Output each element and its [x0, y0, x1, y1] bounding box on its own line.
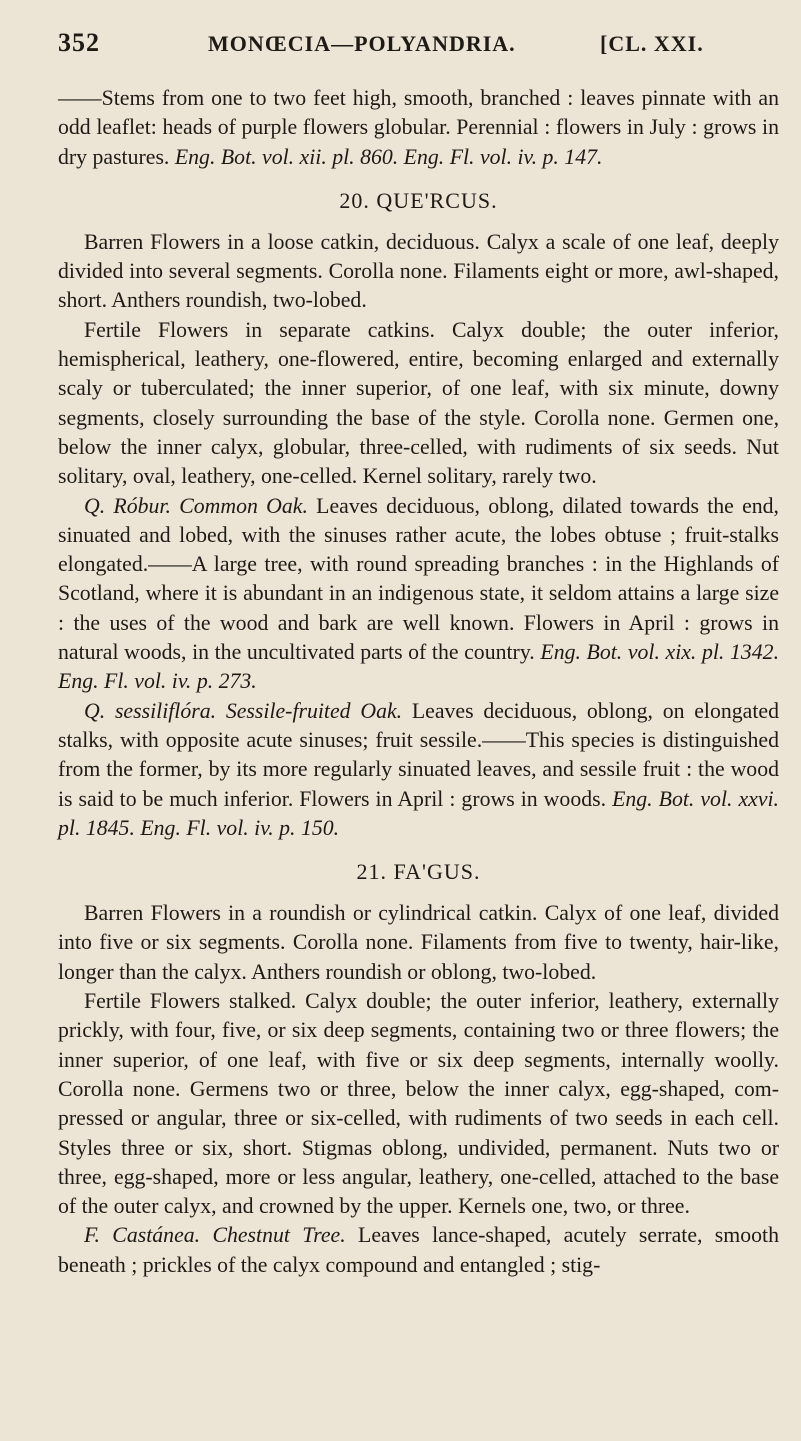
fertile-calyx: Calyx double; the outer inferior, leathery, externally prickly, with four, five, or six deep segments, containing two or three flowers; the inner superior, of one leaf, with five or six deep segments, internally woolly. — [58, 989, 780, 1072]
barren-label: Barren Flowers in a roundish or cylindrical catkin. — [84, 901, 538, 926]
page-header — [58, 28, 779, 84]
fagus-barren-flowers — [58, 899, 779, 987]
quercus-fertile-flowers — [58, 316, 779, 492]
genus-heading-quercus: 20. QUE'RCUS. — [339, 187, 498, 213]
species-name: Q. sessiliflóra. — [84, 698, 217, 723]
fertile-styles: Styles three or six, short. — [58, 1135, 293, 1160]
species-description: Leaves deciduous, oblong, dilated towards the end, sinuated and lobed, with the sinuses rather acute, the lobes obtuse ; fruit-stalks elongated.——A large tree, with round spreading branches : in the Highlands of Scotland, where it is abundant in an indigenous state, it seldom attains a large size : the uses of the wood and bark are well known. Flowers in April : grows in natural woods, in the uncultivated parts of the country. — [58, 493, 779, 665]
section-reference: [CL. XXI. — [600, 31, 704, 56]
intro-reference: Eng. Bot. vol. xii. pl. 860. Eng. Fl. vol. iv. p. 147. — [174, 144, 603, 169]
species-common-name: Common Oak. — [179, 493, 308, 518]
barren-corolla: Corolla none. — [328, 259, 448, 284]
fertile-nuts: Nuts two or three, egg-shaped, more or less angular, leathery, one-celled, attached to the base of the outer calyx, and crowned by the upper. — [58, 1135, 780, 1219]
fertile-germen: Germen one, below the inner calyx, globular, three-celled, with rudiments of six seeds. — [58, 405, 780, 459]
fertile-kernel: Kernel solitary, rarely two. — [362, 464, 597, 489]
species-common-name: Chestnut Tree. — [212, 1223, 346, 1248]
fertile-germens: Germens two or three, below the inner calyx, egg-shaped, com-pressed or angular, three or six-celled, with rudiments of two seeds in each cell. — [58, 1076, 779, 1131]
fertile-label: Fertile Flowers stalked. — [84, 989, 297, 1014]
species-reference: Eng. Bot. vol. xix. pl. 1342. Eng. Fl. vol. iv. p. 273. — [58, 640, 780, 694]
barren-anthers: Anthers roundish, two-lobed. — [111, 288, 367, 313]
barren-corolla: Corolla none. — [292, 930, 414, 955]
barren-filaments: Filaments eight or more, awl-shaped, short. — [58, 259, 779, 313]
fagus-fertile-flowers — [58, 987, 779, 1221]
species-fagus-castanea — [58, 1221, 779, 1280]
species-common-name: Sessile-fruited Oak. — [225, 698, 403, 723]
species-description: Leaves lance-shaped, acutely serrate, smooth beneath ; prickles of the calyx compound and entangled ; stig- — [58, 1223, 779, 1277]
page-number: 352 — [58, 28, 100, 57]
fertile-kernels: Kernels one, two, or three. — [458, 1194, 690, 1219]
fertile-calyx: Calyx double; the outer inferior, hemispherical, leathery, one-flowered, entire, becoming enlarged and externally scaly or tuberculated; the inner superior, of one leaf, with six minute, downy segments, closely surrounding the base of the style. — [58, 317, 779, 430]
fertile-stigmas: Stigmas oblong, undivided, permanent. — [301, 1135, 658, 1160]
running-title: MONŒCIA—POLYANDRIA. — [208, 31, 516, 56]
barren-anthers: Anthers roundish or oblong, two-lobed. — [251, 959, 597, 984]
genus-heading-fagus: 21. FA'GUS. — [356, 859, 481, 885]
species-name: F. Castánea. — [84, 1223, 201, 1248]
intro-paragraph — [58, 84, 779, 172]
barren-label: Barren Flowers in a loose catkin, deciduous. — [84, 229, 480, 254]
quercus-barren-flowers — [58, 228, 779, 316]
barren-calyx: Calyx a scale of one leaf, deeply divided into several segments. — [58, 229, 780, 284]
species-reference: Eng. Bot. vol. xxvi. pl. 1845. Eng. Fl. vol. iv. p. 150. — [58, 786, 779, 840]
barren-filaments: Filaments from five to twenty, hair-like, longer than the calyx. — [58, 930, 779, 984]
barren-calyx: Calyx of one leaf, divided into five or six segments. — [58, 901, 779, 955]
species-quercus-sessiliflora — [58, 697, 779, 843]
fertile-corolla: Corolla none. — [534, 405, 656, 430]
species-description: Leaves deciduous, oblong, on elongated stalks, with opposite acute sinuses; fruit sessile.——This species is distinguished from the former, by its more regularly sinuated leaves, and sessile fruit : the wood is said to be much inferior. Flowers in April : grows in woods. — [58, 698, 779, 811]
species-quercus-robur — [58, 492, 779, 697]
fertile-label: Fertile Flowers in separate catkins. — [84, 317, 435, 342]
intro-text: ——Stems from one to two feet high, smooth, branched : leaves pinnate with an odd leaflet: heads of purple flowers globular. Perennial : flowers in July : grows in dry pastures. — [58, 86, 779, 169]
fertile-corolla: Corolla none. — [58, 1076, 181, 1101]
species-name: Q. Róbur. — [84, 493, 171, 518]
fertile-nut: Nut solitary, oval, leathery, one-celled. — [58, 434, 779, 489]
